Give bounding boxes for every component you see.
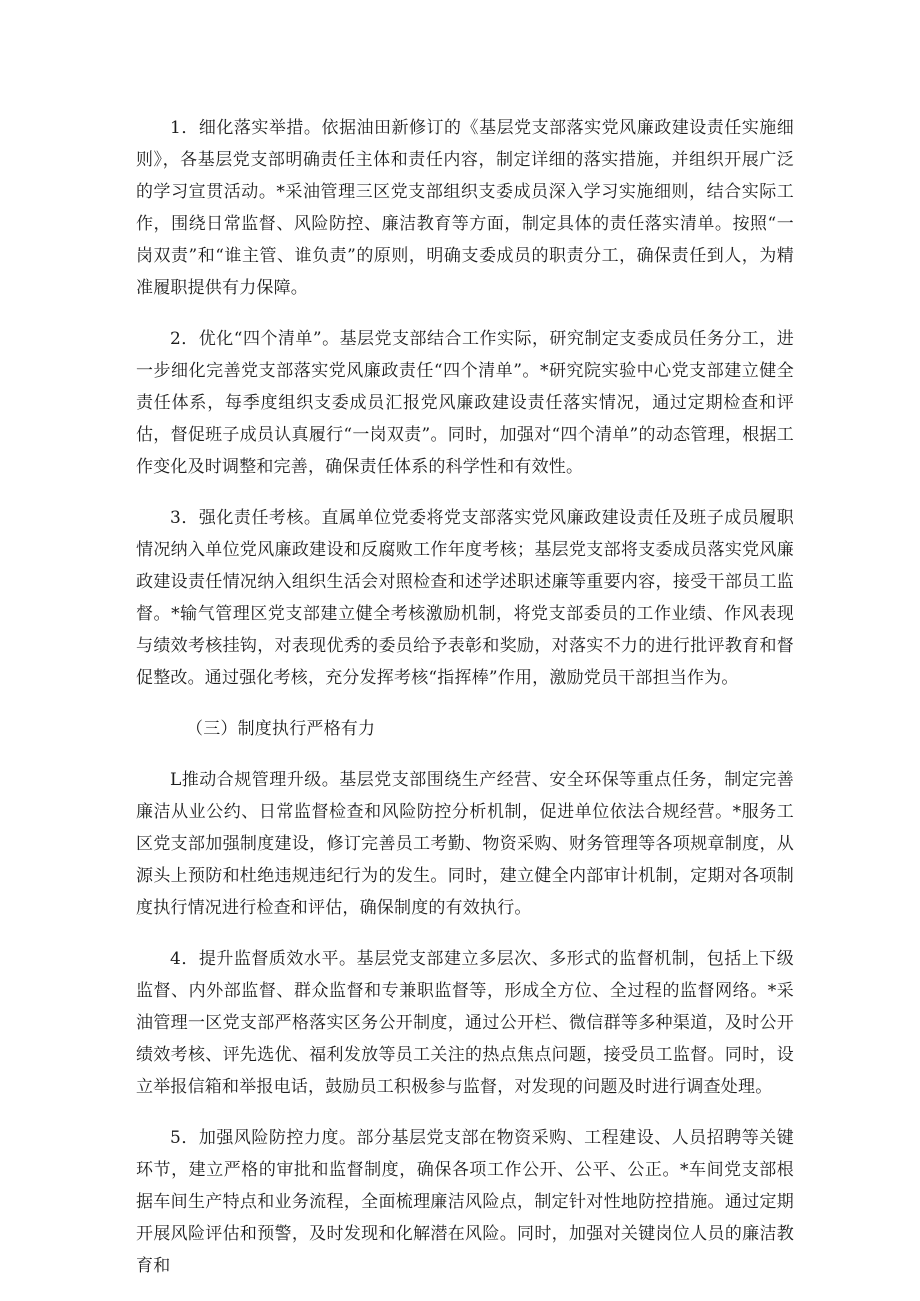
paragraph-1-refine-measures: 1．细化落实举措。依据油田新修订的《基层党支部落实党风廉政建设责任实施细则》，各基层党支部明确责任主体和责任内容，制定详细的落实措施，并组织开展广泛的学习宣贯活动。*采油管理三区党支部组织支委成员深入学习实施细则，结合实际工作，围绕日常监督、风险防控、廉洁教育等方面，制定具体的责任落实清单。按照“一岗双责”和“谁主管、谁负责”的原则，明确支委成员的职责分工，确保责任到人，为精准履职提供有力保障。 [136, 118, 794, 298]
paragraph-4-supervision: 4．提升监督质效水平。基层党支部建立多层次、多形式的监督机制，包括上下级监督、内外部监督、群众监督和专兼职监督等，形成全方位、全过程的监督网络。*采油管理一区党支部严格落实区务公开制度，通过公开栏、微信群等多种渠道，及时公开绩效考核、评先选优、福利发放等员工关注的热点焦点问题，接受员工监督。同时，设立举报信箱和举报电话，鼓励员工积极参与监督，对发现的问题及时进行调查处理。 [136, 949, 794, 1097]
paragraph-compliance-upgrade: L推动合规管理升级。基层党支部围绕生产经营、安全环保等重点任务，制定完善廉洁从业公约、日常监督检查和风险防控分析机制，促进单位依法合规经营。*服务工区党支部加强制度建设，修订完善员工考勤、物资采购、财务管理等各项规章制度，从源头上预防和杜绝违规违纪行为的发生。同时，建立健全内部审计机制，定期对各项制度执行情况进行检查和评估，确保制度的有效执行。 [136, 770, 794, 918]
paragraph-3-strengthen-assessment: 3．强化责任考核。直属单位党委将党支部落实党风廉政建设责任及班子成员履职情况纳入单位党风廉政建设和反腐败工作年度考核；基层党支部将支委成员落实党风廉政建设责任情况纳入组织生活会对照检查和述学述职述廉等重要内容，接受干部员工监督。*输气管理区党支部建立健全考核激励机制，将党支部委员的工作业绩、作风表现与绩效考核挂钩，对表现优秀的委员给予表彰和奖励，对落实不力的进行批评教育和督促整改。通过强化考核，充分发挥考核“指挥棒”作用，激励党员干部担当作为。 [136, 508, 794, 688]
section-heading: （三）制度执行严格有力 [186, 719, 376, 739]
document-body [136, 112, 794, 1301]
paragraph-5-risk-control: 5．加强风险防控力度。部分基层党支部在物资采购、工程建设、人员招聘等关键环节，建立严格的审批和监督制度，确保各项工作公开、公平、公正。*车间党支部根据车间生产特点和业务流程，全面梳理廉洁风险点，制定针对性地防控措施。通过定期开展风险评估和预警，及时发现和化解潜在风险。同时，加强对关键岗位人员的廉洁教育和 [136, 1128, 794, 1276]
paragraph-2-optimize-lists: 2．优化“四个清单”。基层党支部结合工作实际，研究制定支委成员任务分工，进一步细化完善党支部落实党风廉政责任“四个清单”。*研究院实验中心党支部建立健全责任体系，每季度组织支委成员汇报党风廉政建设责任落实情况，通过定期检查和评估，督促班子成员认真履行“一岗双责”。同时，加强对“四个清单”的动态管理，根据工作变化及时调整和完善，确保责任体系的科学性和有效性。 [136, 329, 794, 477]
